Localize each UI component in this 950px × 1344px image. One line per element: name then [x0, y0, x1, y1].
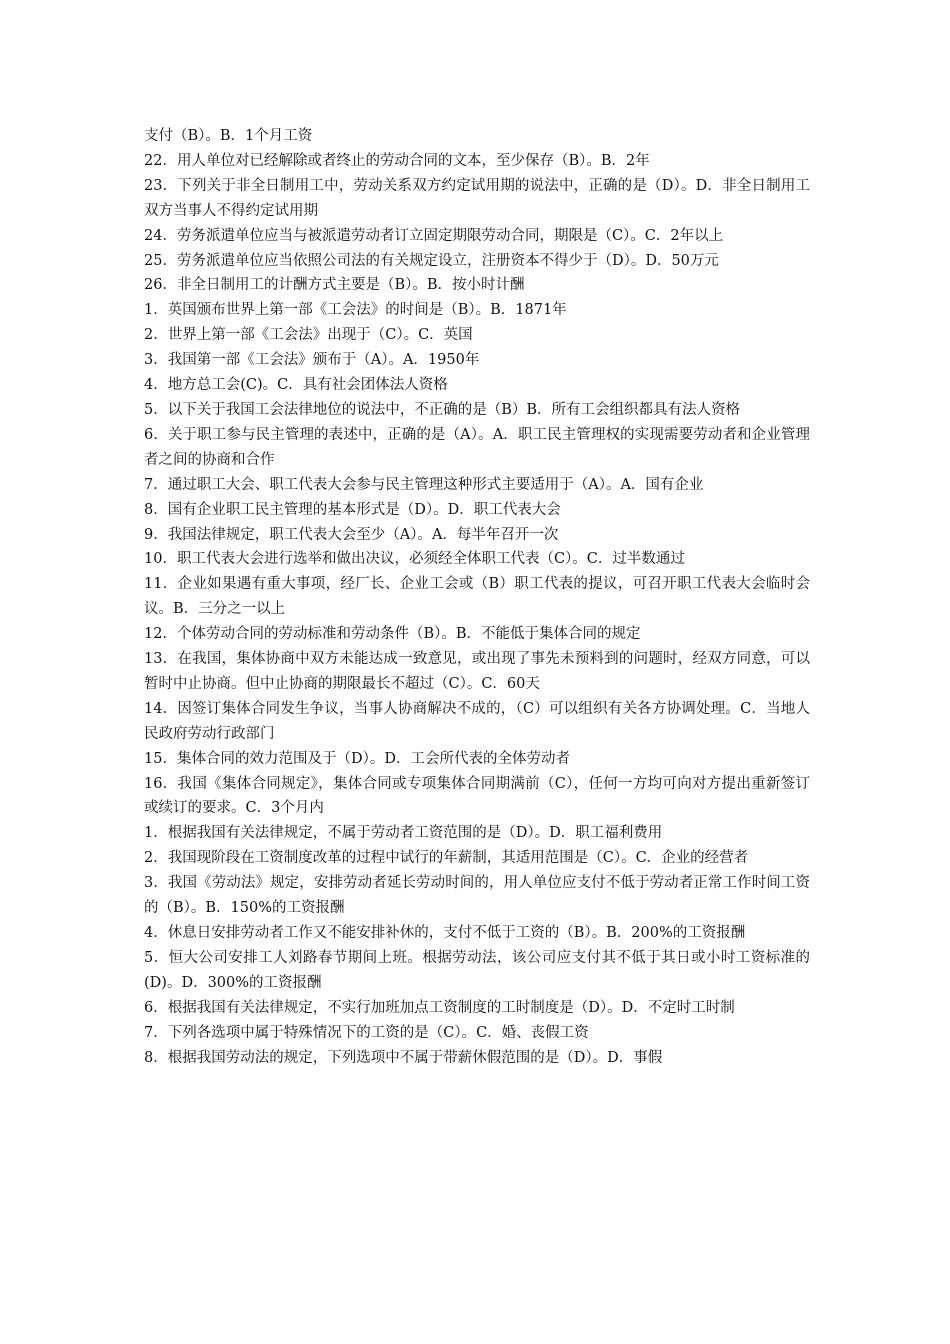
- paragraph: 2．我国现阶段在工资制度改革的过程中试行的年薪制，其适用范围是（C）。C．企业的经营者: [144, 850, 749, 867]
- paragraph: 11．企业如果遇有重大事项，经厂长、企业工会或（B）职工代表的提议，可召开职工代表大会临时会议。B．三分之一以上: [144, 576, 810, 618]
- paragraph: 8．根据我国劳动法的规定，下列选项中不属于带薪休假范围的是（D）。D．事假: [144, 1049, 663, 1066]
- paragraph: 5．以下关于我国工会法律地位的说法中，不正确的是（B）B．所有工会组织都具有法人资格: [144, 401, 741, 418]
- paragraph: 2．世界上第一部《工会法》出现于（C）。C．英国: [144, 327, 473, 344]
- paragraph: 12．个体劳动合同的劳动标准和劳动条件（B）。B．不能低于集体合同的规定: [144, 626, 641, 643]
- paragraph: 支付（B）。B．1个月工资: [144, 128, 313, 144]
- paragraph: 1．英国颁布世界上第一部《工会法》的时间是（B）。B．1871年: [144, 302, 567, 319]
- paragraph: 1．根据我国有关法律规定，不属于劳动者工资范围的是（D）。D．职工福利费用: [144, 825, 663, 842]
- paragraph: 3．我国《劳动法》规定，安排劳动者延长劳动时间的，用人单位应支付不低于劳动者正常工作时间工资的（B）。B．150%的工资报酬: [144, 875, 810, 917]
- paragraph: 3．我国第一部《工会法》颁布于（A）。A．1950年: [144, 352, 480, 369]
- paragraph: 15．集体合同的效力范围及于（D）。D．工会所代表的全体劳动者: [144, 750, 570, 767]
- paragraph: 8．国有企业职工民主管理的基本形式是（D）。D．职工代表大会: [144, 501, 561, 518]
- paragraph: 22．用人单位对已经解除或者终止的劳动合同的文本，至少保存（B）。B．2年: [144, 152, 650, 169]
- paragraph: 7．通过职工大会、职工代表大会参与民主管理这种形式主要适用于（A）。A．国有企业: [144, 476, 704, 493]
- paragraph: 9．我国法律规定，职工代表大会至少（A）。A．每半年召开一次: [144, 526, 559, 543]
- paragraph: 14．因签订集体合同发生争议，当事人协商解决不成的，（C）可以组织有关各方协调处理。C．当地人民政府劳动行政部门: [144, 700, 810, 742]
- paragraph: 7．下列各选项中属于特殊情况下的工资的是（C）。C．婚、丧假工资: [144, 1024, 589, 1041]
- paragraph: 23．下列关于非全日制用工中，劳动关系双方约定试用期的说法中，正确的是（D）。D．非全日制用工双方当事人不得约定试用期: [144, 177, 810, 219]
- document-page: [144, 124, 810, 1070]
- paragraph: 16．我国《集体合同规定》，集体合同或专项集体合同期满前（C），任何一方均可向对方提出重新签订或续订的要求。C．3个月内: [144, 775, 810, 817]
- paragraph: 25．劳务派遣单位应当依照公司法的有关规定设立，注册资本不得少于（D）。D．50万元: [144, 252, 719, 269]
- paragraph: 6．根据我国有关法律规定，不实行加班加点工资制度的工时制度是（D）。D．不定时工时制: [144, 999, 735, 1016]
- paragraph: 6．关于职工参与民主管理的表述中，正确的是（A）。A．职工民主管理权的实现需要劳动者和企业管理者之间的协商和合作: [144, 426, 810, 468]
- paragraph: 26．非全日制用工的计酬方式主要是（B）。B．按小时计酬: [144, 277, 525, 294]
- paragraph: 13．在我国，集体协商中双方未能达成一致意见，或出现了事先未预料到的问题时，经双方同意，可以暂时中止协商。但中止协商的期限最长不超过（C）。C．60天: [144, 651, 810, 692]
- paragraph: 4．休息日安排劳动者工作又不能安排补休的，支付不低于工资的（B）。B．200%的工资报酬: [144, 925, 746, 941]
- paragraph: 4．地方总工会(C)。C．具有社会团体法人资格: [144, 377, 448, 394]
- paragraph: 24．劳务派遣单位应当与被派遣劳动者订立固定期限劳动合同，期限是（C）。C．2年以上: [144, 227, 724, 244]
- paragraph: 10．职工代表大会进行选举和做出决议，必须经全体职工代表（C）。C．过半数通过: [144, 551, 685, 568]
- paragraph: 5．恒大公司安排工人刘路春节期间上班。根据劳动法，该公司应支付其不低于其日或小时工资标准的 (D)。D．300%的工资报酬: [144, 949, 810, 991]
